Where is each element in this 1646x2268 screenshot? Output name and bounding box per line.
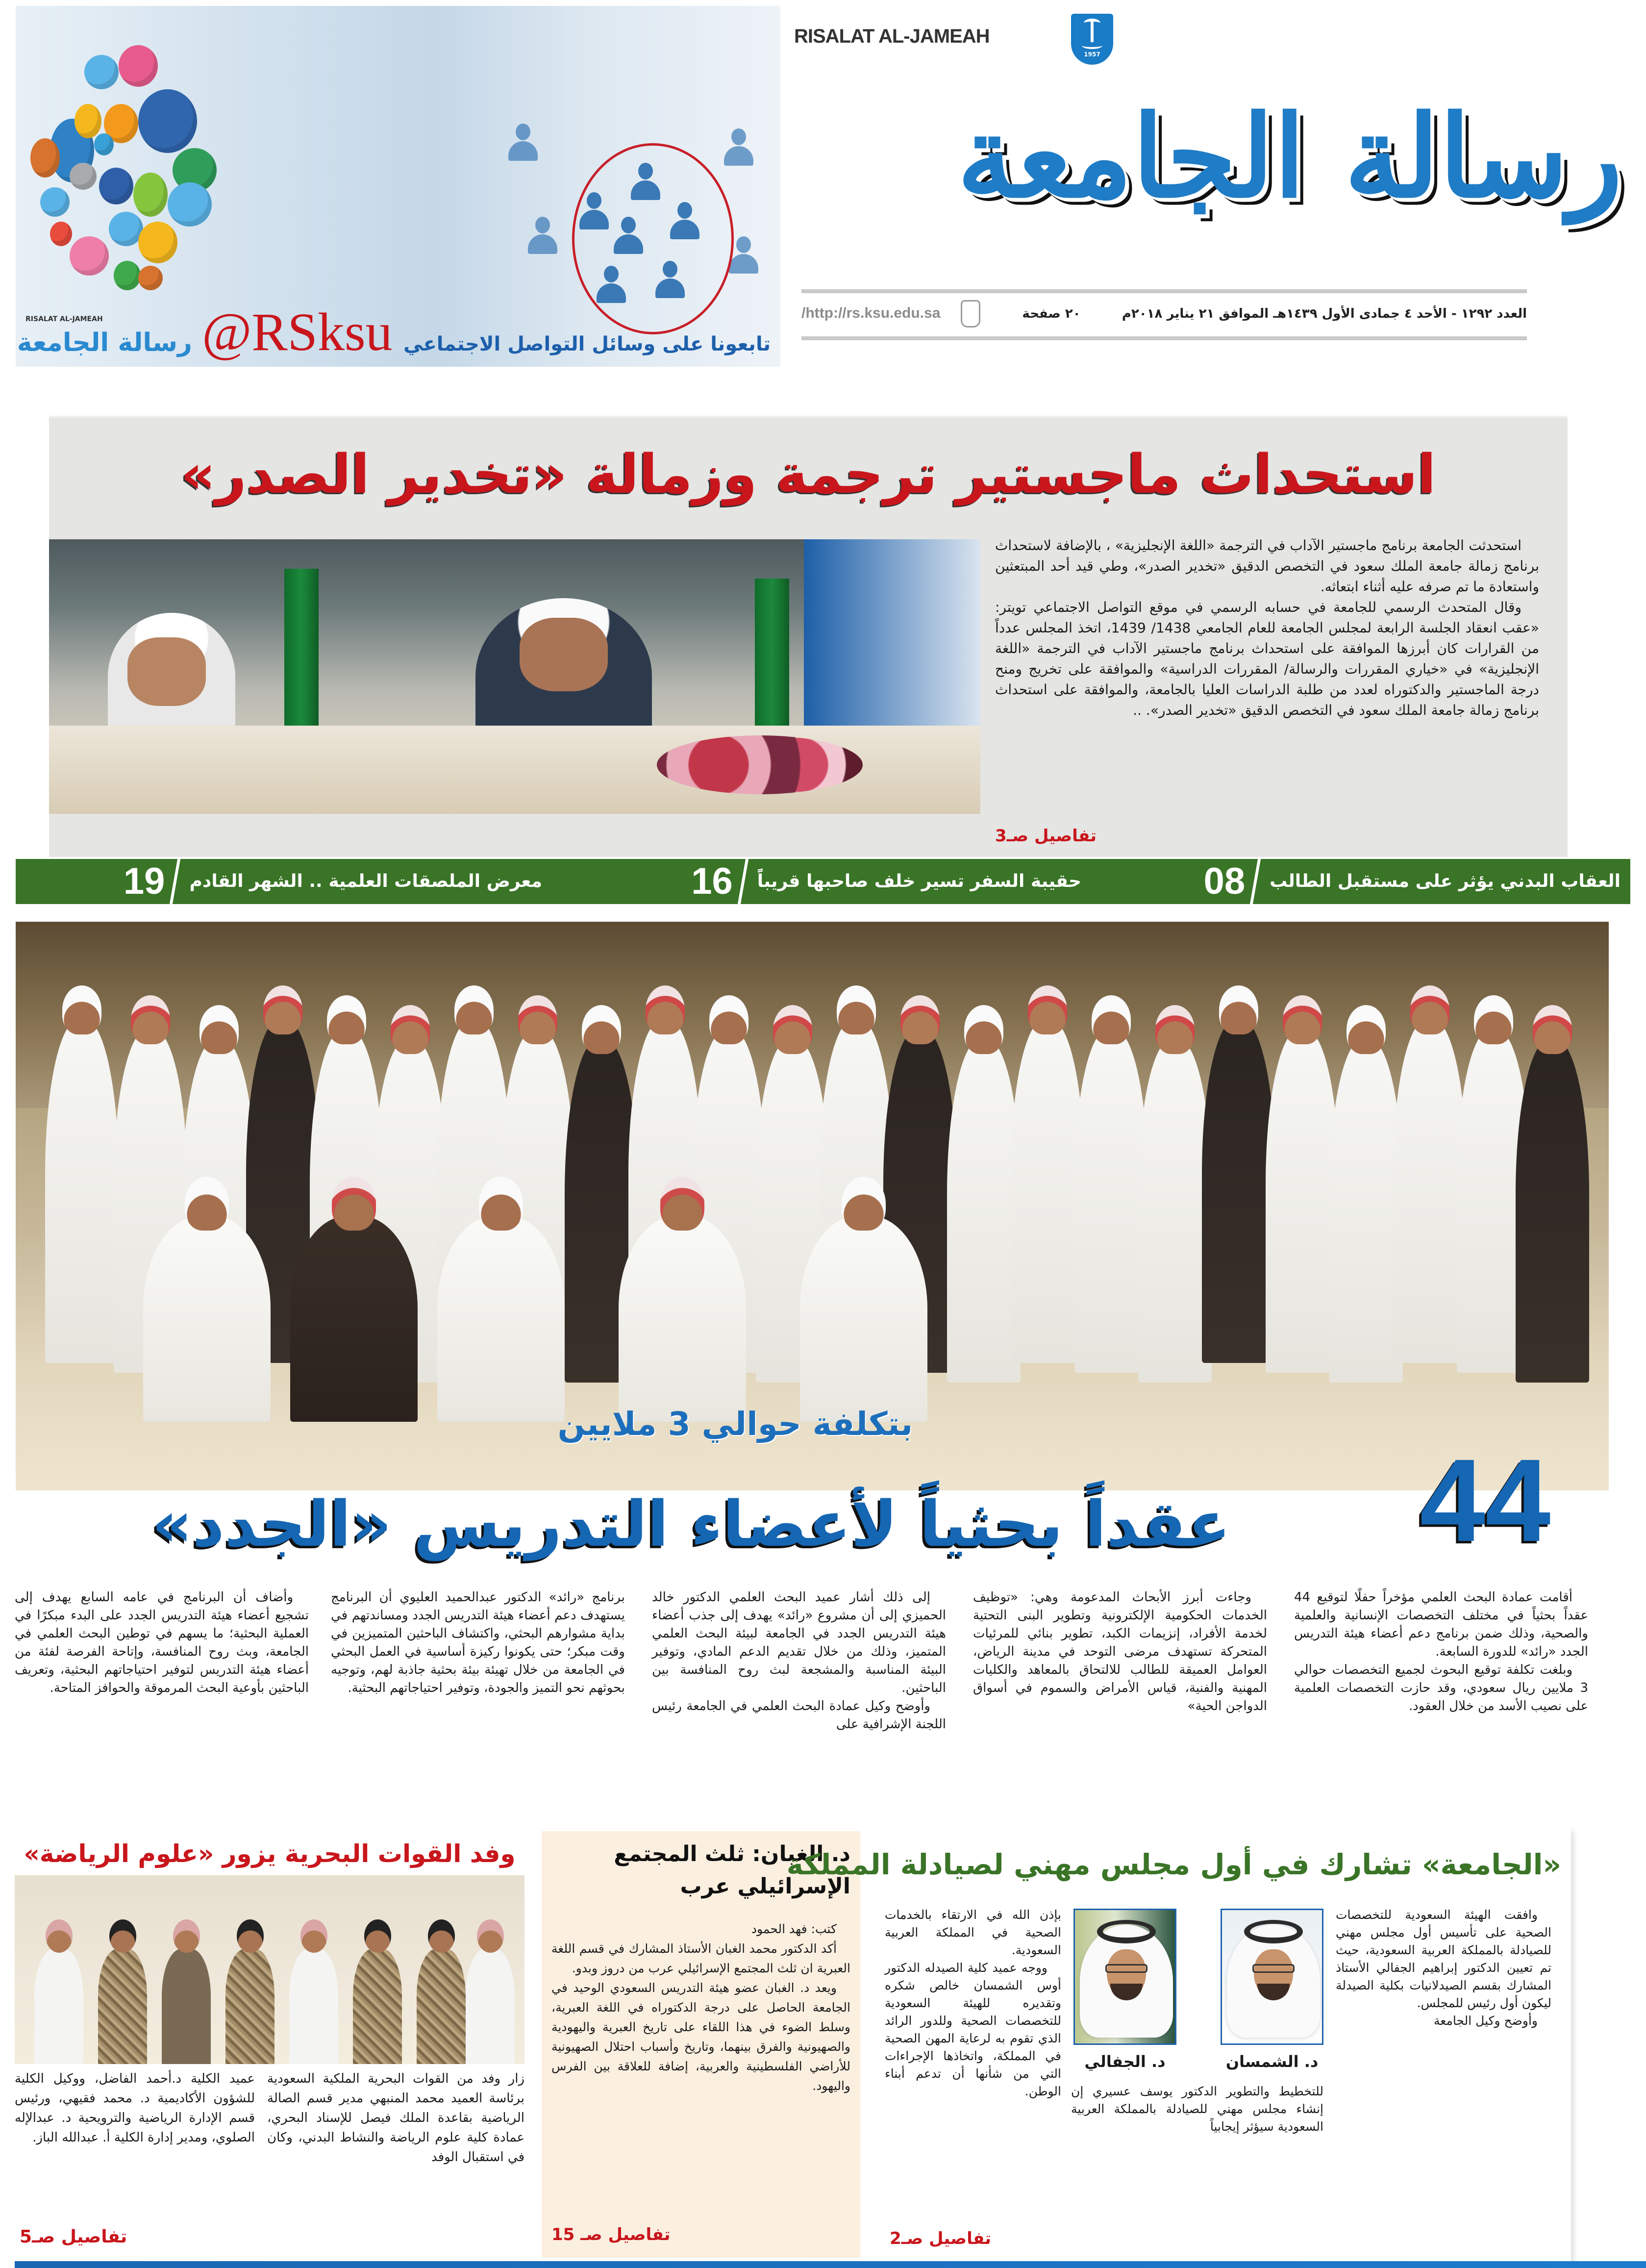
person-head xyxy=(454,985,494,1034)
seated-person xyxy=(800,1216,927,1422)
paragraph: استحدثت الجامعة برنامج ماجستير الآداب في الترجمة «اللغة الإنجليزية» ، بالإضافة لاستحداث برنامج زمالة جامعة الملك سعود في التخصص الدقيق «تخدير الصدر»، وطي قيد أحد المبتعثين واستعادة ما تم صرفه عليه أثناء ابتعاثه. xyxy=(995,537,1539,595)
person-head xyxy=(46,1919,73,1953)
flag xyxy=(284,569,319,745)
mini-logo-english: RISALAT AL-JAMEAH xyxy=(25,315,103,323)
person-head xyxy=(964,1005,1003,1054)
person-head xyxy=(582,1005,621,1054)
portrait-photo xyxy=(1073,1909,1176,2045)
person xyxy=(45,1020,119,1363)
website-link[interactable]: /http://rs.ksu.edu.sa xyxy=(801,305,941,321)
newspaper-logo: رسالة الجامعة xyxy=(957,91,1622,223)
person-icon xyxy=(525,217,560,256)
paragraph: ويعد د. الغبان عضو هيئة التدريس السعودي الوحيد في الجامعة الحاصل على درجة الدكتوراه في اللغة العبرية، وسلط الضوء في هذا اللقاء على تاريخ العبرية واليهودية والصهيونية والفرق بينهما، وتاريخ وأسباب احتلال الصهيونية للأراضي الفلسطينية والعربية، إضافة للعلاقة بين الفرس واليهود. xyxy=(551,1981,850,2093)
divider xyxy=(1250,859,1261,904)
teaser-title: حقيبة السفر تسير خلف صاحبها قريباً xyxy=(757,871,1081,891)
person-head xyxy=(1219,985,1258,1034)
person-head xyxy=(842,1177,886,1231)
person-head xyxy=(1410,985,1449,1034)
person xyxy=(289,1949,338,2064)
article-column xyxy=(1071,2083,1323,2136)
article-column xyxy=(15,1588,309,1697)
article-column xyxy=(885,1906,1061,2100)
person xyxy=(947,1039,1021,1383)
social-bubble-icon xyxy=(75,104,101,138)
ghaban-story xyxy=(542,1831,860,2258)
follow-us-text: تابعونا على وسائل التواصل الاجتماعي xyxy=(403,333,771,355)
portrait-photo xyxy=(1221,1909,1323,2045)
article-column: عميد الكلية د.أحمد الفاضل، ووكيل الكلية للشؤون الأكاديمية د. محمد فقيهي، ورئيس قسم الإدارة الرياضية والترويحية د. عبدالإله الصلوي، ومدير إدارة الكلية أ. عبدالله الباز. xyxy=(15,2071,255,2145)
teaser-page-number: 19 xyxy=(123,860,165,902)
byline: كتب: فهد الحمود xyxy=(751,1922,837,1936)
details-link[interactable]: تفاصيل صـ 15 xyxy=(551,2225,671,2244)
social-bubble-icon xyxy=(119,45,158,87)
emblem-year: 1957 xyxy=(1084,51,1100,58)
navy-visit-photo xyxy=(15,1875,524,2064)
person xyxy=(1011,1020,1084,1363)
mini-logo-arabic: رسالة الجامعة xyxy=(17,328,192,357)
paragraph: إلى ذلك أشار عميد البحث العلمي الدكتور خالد الحميزي إلى أن مشروع «رائد» يهدف إلى جذب أعضاء هيئة التدريس الجدد في الجامعة لبيئة البحث العلمي المتميز، وذلك من خلال تقديم الدعم المادي، وتوفير البيئة المناسبة والمشجعة لبث روح المنافسة بين الباحثين. xyxy=(652,1590,946,1695)
person-head xyxy=(773,1005,812,1054)
pointer-hand-icon xyxy=(961,300,980,328)
pharmacy-headline[interactable]: «الجامعة» تشارك في أول مجلس مهني لصيادلة المملكة xyxy=(786,1848,1561,1881)
person xyxy=(1516,1039,1589,1383)
person-head xyxy=(900,995,940,1044)
teaser-page-number: 08 xyxy=(1203,860,1246,902)
person xyxy=(1266,1030,1339,1373)
divider xyxy=(801,289,1527,293)
paragraph: وجاءت أبرز الأبحاث المدعومة وهي: «توظيف الخدمات الحكومية الإلكترونية وتطوير البنى التحتية لخدمة الأفراد، إنزيمات الكبد، تطوير بنائي للمرئيات المتحركة تستهدف مرضى التوحد في مدينة الرياض، العوامل العميقة للطالب للالتحاق بالمعاهد والكليات المهنية والفنية، قياس الأمراض والسموم في أسواق الدواجن الحية» xyxy=(973,1590,1267,1714)
teaser-item[interactable] xyxy=(1091,859,1630,904)
person-head xyxy=(1092,995,1131,1044)
paragraph: بإذن الله في الارتقاء بالخدمات الصحية في المملكة العربية السعودية. xyxy=(885,1908,1061,1957)
person-head xyxy=(837,985,876,1034)
person xyxy=(162,1949,211,2064)
council-meeting-photo xyxy=(49,539,980,814)
person xyxy=(417,1949,466,2064)
teaser-page-number: 16 xyxy=(691,860,733,902)
person xyxy=(98,1949,147,2064)
person xyxy=(1329,1039,1403,1383)
main-headline[interactable]: عقداً بحثياً لأعضاء التدريس «الجدد» xyxy=(151,1488,1231,1561)
person-head xyxy=(646,985,685,1034)
university-emblem-icon xyxy=(1071,14,1113,65)
details-link[interactable]: تفاصيل صـ3 xyxy=(995,826,1097,846)
article-column xyxy=(973,1588,1267,1715)
seated-person xyxy=(143,1216,271,1422)
person-head xyxy=(391,1005,430,1054)
person-head xyxy=(1533,1005,1572,1054)
person-head xyxy=(709,995,748,1044)
paragraph: أكد الدكتور محمد الغبان الأستاذ المشارك في قسم اللغة العبرية ان ثلث المجتمع الإسرائيلي عرب من دروز وبدو. xyxy=(551,1941,850,1975)
paragraph: أقامت عمادة البحث العلمي مؤخراً حفلًا لتوقيع 44 عقداً بحثياً في مختلف التخصصات الإنسانية والعلمية والصحية، وذلك ضمن برنامج دعم أعضاء هيئة التدريس الجدد «رائد» للدورة السابعة. xyxy=(1294,1590,1588,1659)
issue-date-line: العدد ١٢٩٢ - الأحد ٤ جمادى الأول ١٤٣٩هـ الموافق ٢١ يناير ٢٠١٨م xyxy=(1122,306,1527,321)
article-column xyxy=(1336,1906,1551,2030)
person xyxy=(225,1949,274,2064)
person-head xyxy=(1283,995,1322,1044)
person-head xyxy=(477,1919,504,1953)
ghaban-body xyxy=(551,1919,850,2096)
person-head xyxy=(428,1919,455,1953)
person-head xyxy=(327,995,366,1044)
social-bubble-icon xyxy=(30,138,60,177)
portrait-caption: د. الشمسان xyxy=(1225,2052,1319,2071)
person-head xyxy=(62,985,101,1034)
main-headline-number: 44 xyxy=(1420,1435,1551,1566)
social-bubble-icon xyxy=(138,266,163,290)
main-subheadline: بتكلفة حوالي 3 ملايين xyxy=(557,1405,913,1443)
person-head xyxy=(660,1177,704,1231)
person-head xyxy=(173,1919,200,1953)
person-head xyxy=(200,1005,239,1054)
person-head xyxy=(237,1919,264,1953)
footer-bar xyxy=(15,2261,1646,2268)
person-head xyxy=(518,995,557,1044)
article-column: زار وفد من القوات البحرية الملكية السعودية برئاسة العميد محمد المنبهي مدير قسم الصالة الرياضية بقاعدة الملك فيصل للإسناد البحري، عمادة كلية علوم الرياضة والنشاط البدني، وكان في استقبال الوفد xyxy=(267,2071,524,2165)
lead-headline[interactable]: استحداث ماجستير ترجمة وزمالة «تخدير الصدر» xyxy=(180,443,1436,505)
page-count: ٢٠ صفحة xyxy=(1022,306,1081,321)
person-head xyxy=(185,1177,229,1231)
person xyxy=(1393,1020,1467,1363)
teaser-bar xyxy=(16,859,1630,904)
teaser-title: معرض الملصقات العلمية .. الشهر القادم xyxy=(189,871,542,891)
article-column xyxy=(1294,1588,1588,1715)
social-bubble-icon xyxy=(70,163,97,190)
social-bubble-icon xyxy=(84,55,119,89)
person xyxy=(466,1949,515,2064)
social-handle[interactable]: @RSksu xyxy=(202,302,393,362)
paragraph: وأضاف أن البرنامج في عامه السابع يهدف إلى تشجيع أعضاء هيئة التدريس الجدد على البدء مبكرًا في العملية البحثية؛ ما يسهم في توطين البحث العلمي في الجامعة، وبث روح المنافسة، وإتاحة الفرصة لفئة من أعضاء هيئة التدريس لتوفير احتياجاتهم البحثية، وتعريف الباحثين بأوعية البحث المرموقة والحوافز المتاحة. xyxy=(15,1590,309,1695)
flowers xyxy=(657,735,863,794)
person-head xyxy=(364,1919,391,1953)
divider xyxy=(738,859,748,904)
person xyxy=(520,618,608,691)
paragraph: وأوضح وكيل الجامعة xyxy=(1434,2014,1538,2028)
person-head xyxy=(479,1177,523,1231)
person-head xyxy=(109,1919,136,1953)
social-bubble-icon xyxy=(94,133,114,155)
teaser-item[interactable] xyxy=(16,859,552,904)
portrait-caption: د. الجفالي xyxy=(1084,2052,1166,2071)
person xyxy=(1138,1039,1212,1383)
highlight-circle xyxy=(572,143,734,334)
paragraph: برنامج «رائد» الدكتور عبدالحميد العليوي أن البرنامج يستهدف دعم أعضاء هيئة التدريس الجدد ومساندتهم في بداية مشوارهم البحثي، واكتشاف الباحثين المتميزين في وقت مبكر؛ حتى يكونوا ركيزة أساسية في العمل البحثي في الجامعة من خلال تهيئة بيئة بحثية جاذبة لهم، وتوجيه بحوثهم نحو التميز والجودة، وتوفير احتياجاتهم البحثية. xyxy=(331,1590,625,1695)
person-icon xyxy=(722,128,756,168)
masthead xyxy=(794,0,1627,373)
seated-person xyxy=(290,1216,418,1422)
divider xyxy=(170,859,180,904)
mini-logo xyxy=(17,315,192,364)
social-bubble-icon xyxy=(133,173,168,217)
article-column xyxy=(331,1588,625,1697)
social-bubble-icon xyxy=(114,261,141,290)
lead-body xyxy=(995,535,1539,721)
person-head xyxy=(1155,1005,1195,1054)
seated-person xyxy=(619,1216,746,1422)
person xyxy=(1074,1030,1148,1373)
person-head xyxy=(131,995,170,1044)
navy-headline[interactable]: وفد القوات البحرية يزور «علوم الرياضة» xyxy=(24,1840,516,1868)
seated-person xyxy=(437,1216,565,1422)
person xyxy=(127,637,206,706)
paragraph: ووجه عميد كلية الصيدله الدكتور أوس الشمسان خالص شكره وتقديره للهيئة السعودية للتخصصات الصحية وللدور الرائد الذي تقوم به لرعاية المهن الصحية في المملكة، واتخاذها الإجراءات التي من شأنها أن تدعم أبناء الوطن. xyxy=(885,1961,1061,2098)
details-link[interactable]: تفاصيل صـ2 xyxy=(890,2229,992,2248)
teaser-item[interactable] xyxy=(552,859,1091,904)
newspaper-name-english: RISALAT AL-JAMEAH xyxy=(794,25,990,47)
social-bubble-icon xyxy=(99,168,133,204)
lead-story xyxy=(49,416,1568,857)
details-link[interactable]: تفاصيل صـ5 xyxy=(20,2227,127,2247)
paragraph: وبلغت تكلفة توقيع البحوث لجميع التخصصات حوالي 3 ملايين ريال سعودي، وقد حازت التخصصات العلمية على نصيب الأسد من خلال العقود. xyxy=(1294,1663,1588,1714)
teaser-title: العقاب البدني يؤثر على مستقبل الطالب xyxy=(1270,871,1621,891)
paragraph: وقال المتحدث الرسمي للجامعة في حسابه الرسمي في موقع التواصل الاجتماعي تويتر: «عقب انعقاد الجلسة الرابعة لمجلس الجامعة للعام الجامعي 1438/ 1439، اتخذ المجلس عدداً من القرارات كان أبرزها الموافقة على استحداث برنامج ماجستير الآداب في الترجمة «اللغة الإنجليزية» في «خياري المقررات والرسالة/ المقررات الدراسية» والموافقة على تخريج ومنح درجة الماجستير والدكتوراه لعدد من طلبة الدراسات العليا بالجامعة، والموافقة على استحداث برنامج زمالة جامعة الملك سعود في التخصص الدقيق «تخدير الصدر». .. xyxy=(995,599,1539,718)
paragraph: وافقت الهيئة السعودية للتخصصات الصحية على تأسيس أول مجلس مهني للصيادلة بالمملكة العربية السعودية، حيث تم تعيين الدكتور إبراهيم الجفالي الأستاذ المشارك بقسم الصيدلانيات بكلية الصيدلة ليكون أول رئيس للمجلس. xyxy=(1336,1908,1551,2010)
social-media-promo-banner[interactable] xyxy=(16,6,780,367)
person-head xyxy=(263,985,302,1034)
social-bubble-icon xyxy=(50,222,72,246)
social-bubble-icon xyxy=(168,182,212,227)
person xyxy=(353,1949,402,2064)
social-bubble-icon xyxy=(70,236,109,276)
paragraph: للتخطيط والتطوير الدكتور يوسف عسيري إن إنشاء مجلس مهني للصيادلة بالمملكة العربية السعودية سيؤثر إيجابياً xyxy=(1071,2084,1323,2134)
person-head xyxy=(300,1919,327,1953)
social-bubble-icon xyxy=(40,187,70,217)
person-icon xyxy=(506,124,540,163)
social-bubble-icon xyxy=(138,89,197,153)
divider xyxy=(801,336,1527,340)
person xyxy=(34,1949,83,2064)
person xyxy=(1202,1020,1275,1363)
paragraph: وأوضح وكيل عمادة البحث العلمي في الجامعة رئيس اللجنة الإشرافية على xyxy=(652,1699,946,1732)
university-banner xyxy=(804,539,980,735)
person-head xyxy=(1474,995,1513,1044)
person-head xyxy=(1028,985,1067,1034)
article-column xyxy=(652,1588,946,1734)
person-head xyxy=(1347,1005,1386,1054)
social-bubble-icon xyxy=(138,222,177,263)
person-head xyxy=(332,1177,376,1231)
ghaban-headline[interactable]: د. الغبان: ثلث المجتمع الإسرائيلي عرب xyxy=(614,1841,850,1899)
